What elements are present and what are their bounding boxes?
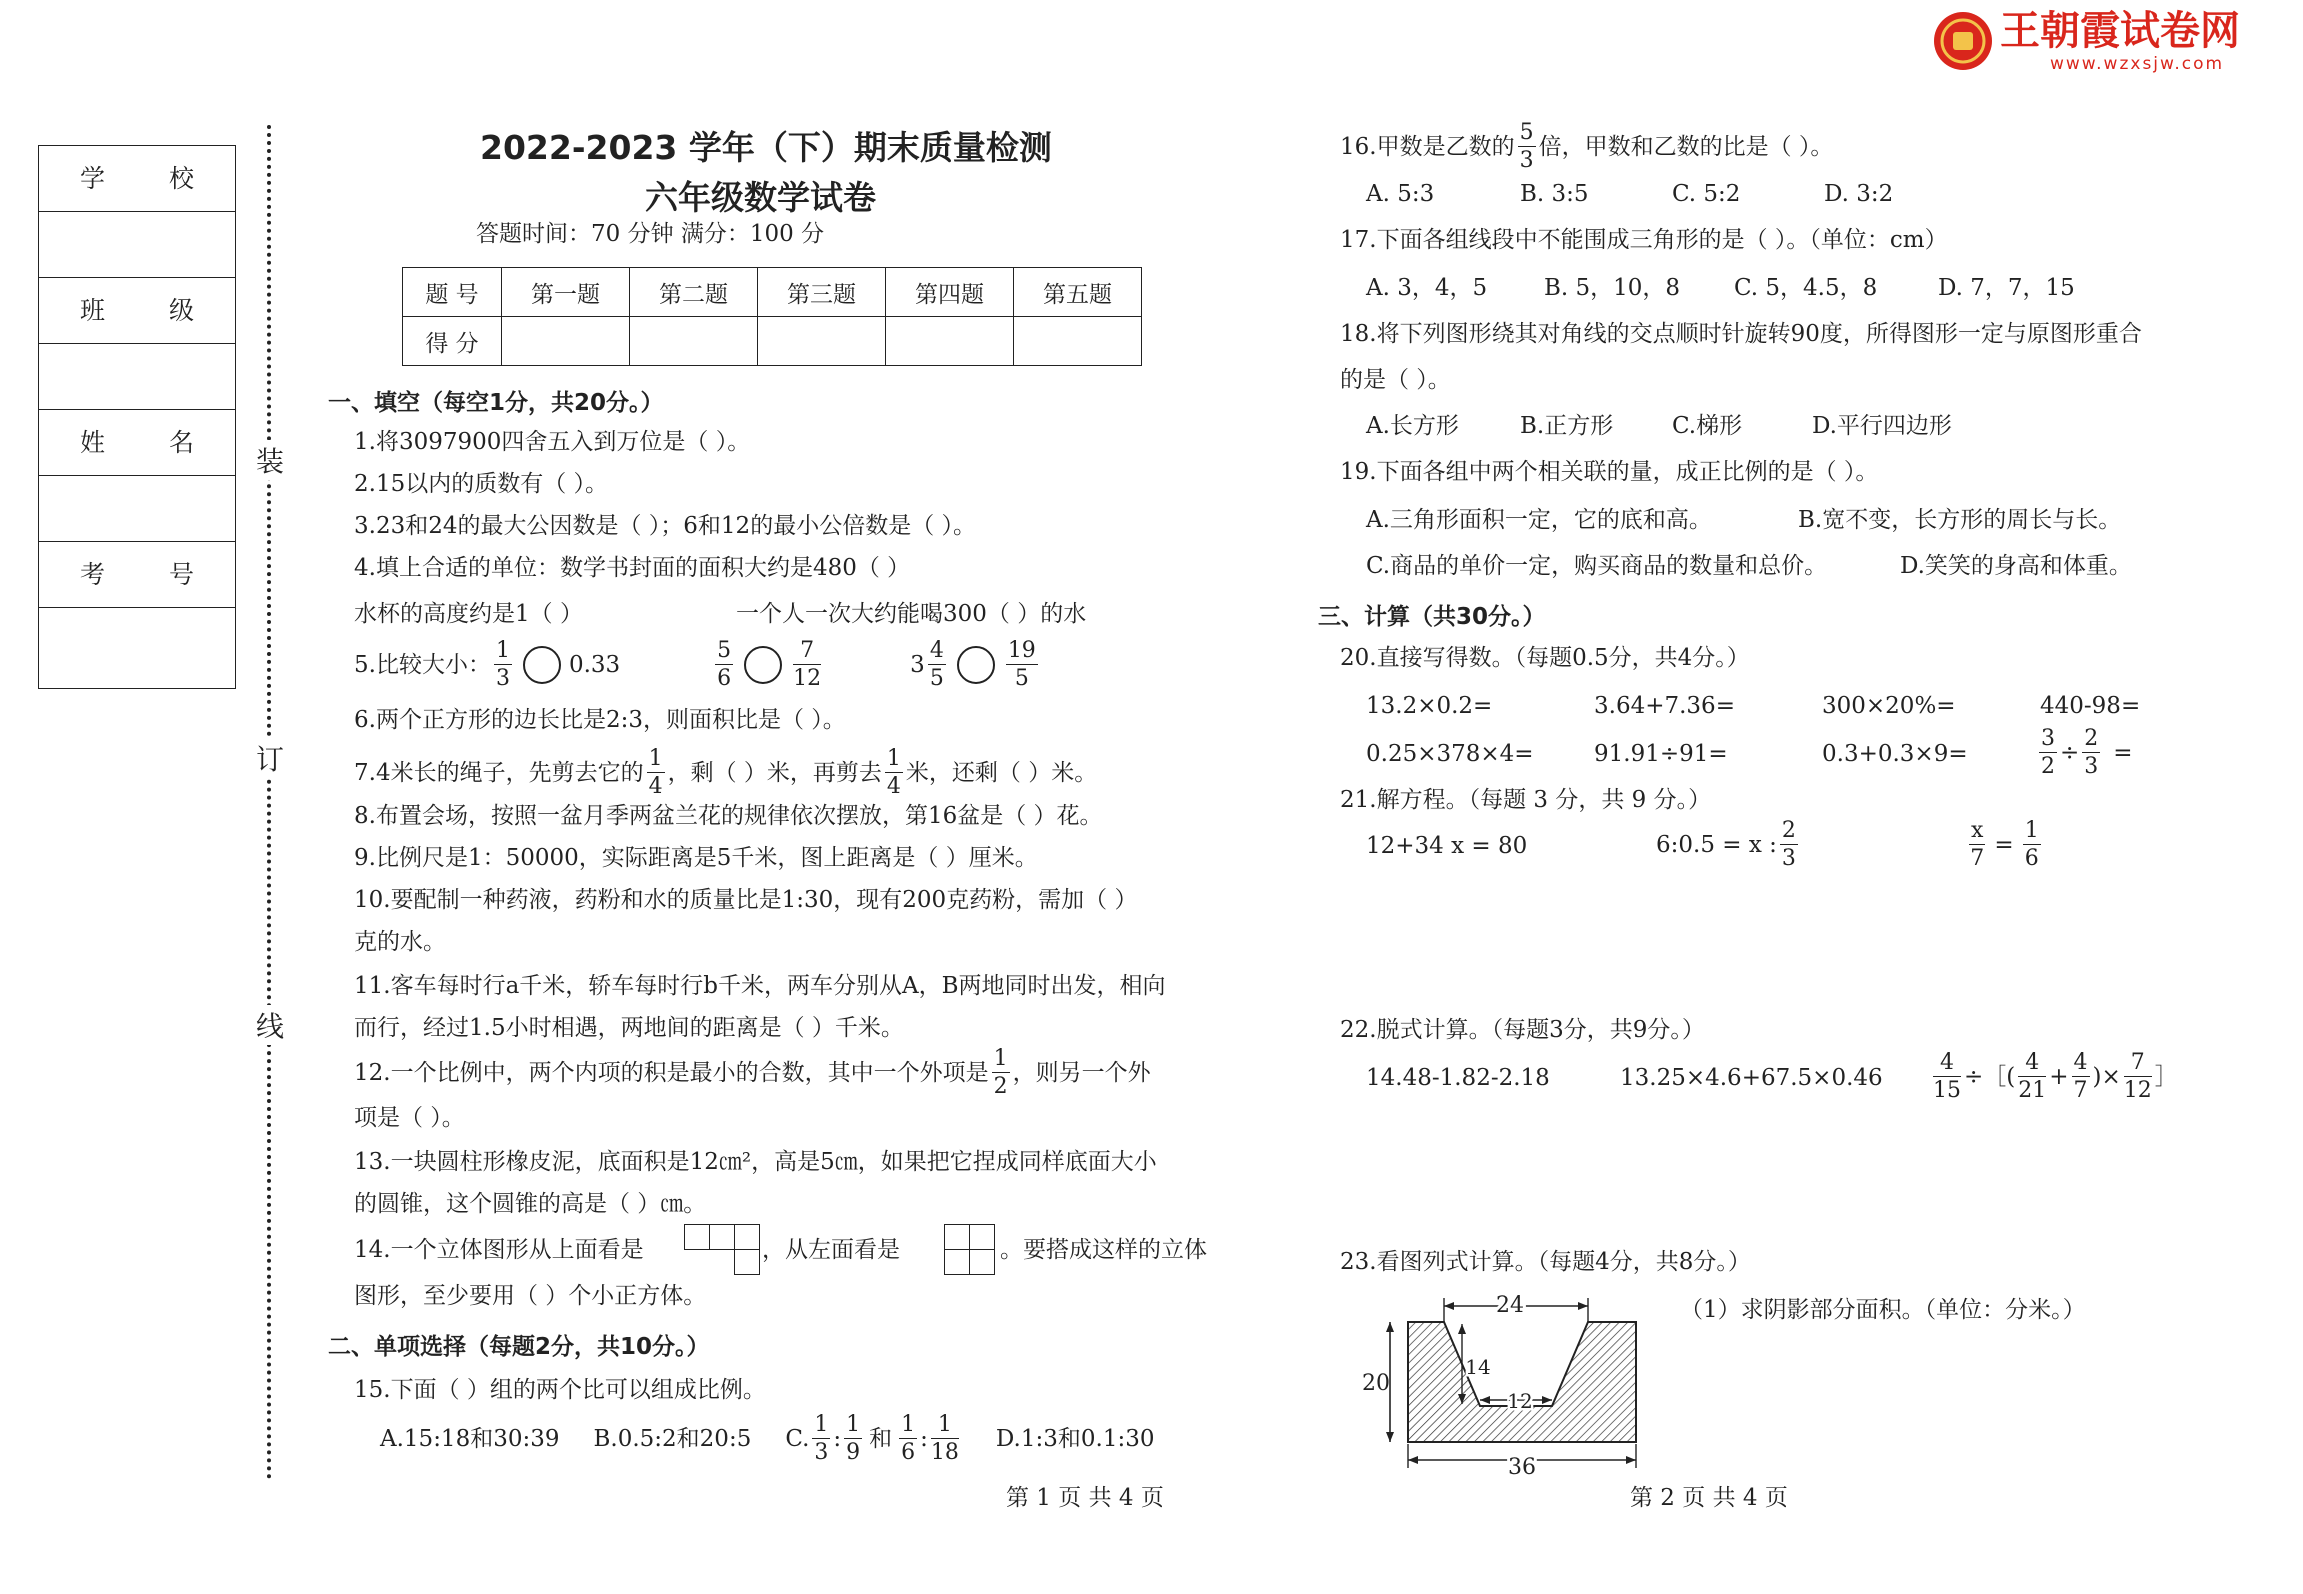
q7-text: ，剩（ ）米，再剪去	[667, 760, 882, 786]
q12-text: 12.一个比例中，两个内项的积是最小的合数，其中一个外项是	[354, 1060, 989, 1086]
fraction: $\frac{4}{21}$	[2018, 1050, 2047, 1103]
fraction: $\frac{19}{5}$	[1007, 638, 1036, 691]
fig-label-height: 20	[1362, 1371, 1390, 1396]
question-10a: 10.要配制一种药液，药粉和水的质量比是1:30，现有200克药粉，需加（ ）	[354, 887, 1138, 913]
operator: )×	[2092, 1064, 2121, 1090]
option-d[interactable]: D.笑笑的身高和体重。	[1900, 553, 2132, 579]
fraction: $\frac{1}{9}$	[846, 1412, 861, 1465]
score-header-cell: 第一题	[502, 268, 630, 317]
and-text: 和	[869, 1426, 893, 1452]
binding-char-zhuang: 装	[255, 440, 285, 480]
class-field[interactable]	[39, 344, 235, 410]
fraction: $\frac{1}{2}$	[993, 1046, 1008, 1099]
question-23-sub: （1）求阴影部分面积。（单位：分米。）	[1680, 1297, 2086, 1323]
score-cell[interactable]	[502, 317, 630, 366]
question-12a	[354, 1044, 1151, 1102]
option-a[interactable]: A. 3，4，5	[1366, 275, 1488, 301]
question-15: 15.下面（ ）组的两个比可以组成比例。	[354, 1377, 766, 1403]
q16-text: 倍，甲数和乙数的比是（ ）。	[1538, 134, 1834, 160]
shaded-trapezoid-figure	[1360, 1284, 1660, 1484]
option-b[interactable]: B.正方形	[1520, 413, 1614, 439]
expression-2: 13.25×4.6+67.5×0.46	[1620, 1065, 1883, 1091]
brand-url: www.wzxsjw.com	[2050, 54, 2225, 74]
fraction: $\frac{4}{15}$	[1933, 1050, 1961, 1103]
binding-char-ding: 订	[255, 738, 285, 778]
operator: ÷	[2060, 740, 2080, 766]
question-6: 6.两个正方形的边长比是2:3，则面积比是（ ）。	[354, 707, 846, 733]
score-table-row	[403, 317, 1142, 366]
score-header-cell: 第三题	[758, 268, 886, 317]
equation-1: 12+34 x = 80	[1366, 833, 1528, 859]
page-footer-1: 第 1 页 共 4 页	[1006, 1485, 1164, 1511]
score-header-cell: 题 号	[403, 268, 502, 317]
exam-subtitle: 六年级数学试卷	[645, 178, 876, 217]
equation-2	[1656, 816, 1801, 874]
q5-label: 5.比较大小：	[354, 652, 491, 678]
exam-title: 2022-2023 学年（下）期末质量检测	[480, 128, 1052, 167]
operator: =	[1994, 832, 2014, 858]
school-field[interactable]	[39, 212, 235, 278]
question-4c: 一个人一次大约能喝300（ ）的水	[736, 601, 1087, 627]
operator: +	[2049, 1064, 2069, 1090]
brand-seal-icon	[1932, 10, 1994, 72]
question-11b: 而行，经过1.5小时相遇，两地间的距离是（ ）千米。	[354, 1015, 904, 1041]
question-12c: 项是（ ）。	[354, 1105, 465, 1131]
calc-item: 3.64+7.36=	[1594, 693, 1735, 719]
q7-text: 7.4米长的绳子，先剪去它的	[354, 760, 644, 786]
score-table	[402, 267, 1142, 366]
option-d[interactable]: D.1:3和0.1:30	[995, 1426, 1155, 1452]
option-c[interactable]: C.梯形	[1672, 413, 1743, 439]
fraction: $\frac{1}{4}$	[886, 746, 901, 799]
fraction: $\frac{7}{12}$	[793, 638, 822, 691]
question-1: 1.将3097900四舍五入到万位是（ ）。	[354, 429, 751, 455]
fraction: $\frac{1}{4}$	[648, 746, 663, 799]
fraction: $\frac{1}{6}$	[2024, 818, 2039, 871]
name-label: 姓 名	[39, 410, 235, 476]
fraction: $\frac{5}{3}$	[1519, 120, 1534, 173]
fraction: $\frac{4}{7}$	[2073, 1050, 2088, 1103]
calc-item	[2036, 724, 2133, 782]
option-b[interactable]: B.0.5:2和20:5	[593, 1426, 752, 1452]
option-b[interactable]: B. 5，10，8	[1544, 275, 1681, 301]
fig-label-bottom: 36	[1508, 1455, 1536, 1480]
compare-circle[interactable]	[744, 646, 782, 684]
question-19: 19.下面各组中两个相关联的量，成正比例的是（ ）。	[1340, 459, 1879, 485]
question-10b: 克的水。	[354, 929, 446, 955]
fraction: $\frac{5}{6}$	[717, 638, 732, 691]
question-18a: 18.将下列图形绕其对角线的交点顺时针旋转90度，所得图形一定与原图形重合	[1340, 321, 2142, 347]
section2-title: 二、单项选择（每题2分，共10分。）	[328, 1334, 710, 1360]
fig-label-top: 24	[1496, 1293, 1524, 1318]
brand-logo	[1932, 8, 2258, 74]
question-14b: ，从左面看是	[762, 1237, 900, 1263]
calc-item: 0.3+0.3×9=	[1822, 741, 1968, 767]
calc-item: 91.91÷91=	[1594, 741, 1728, 767]
operator: =	[2113, 740, 2133, 766]
option-c[interactable]: C. 5，4.5，8	[1734, 275, 1878, 301]
question-4b: 水杯的高度约是1（ ）	[354, 601, 583, 627]
option-d[interactable]: D.平行四边形	[1812, 413, 1952, 439]
question-21: 21.解方程。（每题 3 分，共 9 分。）	[1340, 787, 1712, 813]
calc-item: 13.2×0.2=	[1366, 693, 1493, 719]
question-4a: 4.填上合适的单位：数学书封面的面积大约是480（ ）	[354, 555, 911, 581]
score-cell[interactable]	[758, 317, 886, 366]
section3-title: 三、计算（共30分。）	[1318, 604, 1546, 630]
option-a[interactable]: A.长方形	[1366, 413, 1459, 439]
exam-number-label: 考 号	[39, 542, 235, 608]
fig-label-inner-h: 14	[1465, 1355, 1491, 1379]
fraction: $\frac{1}{6}$	[901, 1412, 916, 1465]
calc-item: 0.25×378×4=	[1366, 741, 1534, 767]
page-footer-2: 第 2 页 共 4 页	[1630, 1485, 1788, 1511]
calc-item: 300×20%=	[1822, 693, 1956, 719]
q12-text: ，则另一个外	[1012, 1060, 1151, 1086]
option-a[interactable]: A. 5:3	[1366, 181, 1435, 207]
mixed-whole: 3	[910, 652, 925, 678]
question-8: 8.布置会场，按照一盆月季两盆兰花的规律依次摆放，第16盆是（ ）花。	[354, 803, 1103, 829]
question-13a: 13.一块圆柱形橡皮泥，底面积是12㎝²，高是5㎝，如果把它捏成同样底面大小	[354, 1149, 1157, 1175]
option-c[interactable]: C.	[785, 1426, 810, 1452]
question-11a: 11.客车每时行a千米，轿车每时行b千米，两车分别从A，B两地同时出发，相向	[354, 973, 1166, 999]
brand-name: 王朝霞试卷网	[2000, 8, 2240, 54]
question-16	[1340, 118, 1833, 176]
option-b[interactable]: B.宽不变，长方形的周长与长。	[1798, 507, 2122, 533]
option-a[interactable]: A.15:18和30:39	[380, 1426, 560, 1452]
exam-info: 答题时间：70 分钟 满分：100 分	[476, 221, 825, 247]
name-field[interactable]	[39, 476, 235, 542]
q5-value: 0.33	[568, 652, 621, 678]
question-22: 22.脱式计算。（每题3分，共9分。）	[1340, 1017, 1705, 1043]
question-5	[354, 636, 1041, 694]
fraction: $\frac{1}{3}$	[495, 638, 510, 691]
option-d[interactable]: D. 7，7，15	[1938, 275, 2075, 301]
operator: ］	[2154, 1064, 2178, 1090]
question-14a: 14.一个立体图形从上面看是	[354, 1237, 644, 1263]
option-c[interactable]: C.商品的单价一定，购买商品的数量和总价。	[1366, 553, 1828, 579]
score-header-cell: 第五题	[1014, 268, 1142, 317]
fraction: $\frac{3}{2}$	[2041, 726, 2055, 779]
binding-char-xian: 线	[255, 1005, 285, 1045]
exam-number-field[interactable]	[39, 608, 235, 674]
class-label: 班 级	[39, 278, 235, 344]
question-7	[354, 744, 1097, 802]
compare-circle[interactable]	[523, 646, 561, 684]
fig-label-inner-b: 12	[1507, 1389, 1533, 1413]
question-3: 3.23和24的最大公因数是（ ）；6和12的最小公倍数是（ ）。	[354, 513, 976, 539]
school-label: 学 校	[39, 146, 235, 212]
fraction: $\frac{1}{18}$	[930, 1412, 959, 1465]
option-d[interactable]: D. 3:2	[1824, 181, 1894, 207]
question-17: 17.下面各组线段中不能围成三角形的是（ ）。（单位：cm）	[1340, 227, 1948, 253]
score-table-header	[403, 268, 1142, 317]
calc-item: 440-98=	[2040, 693, 2141, 719]
q16-text: 16.甲数是乙数的	[1340, 134, 1515, 160]
fraction: $\frac{2}{3}$	[2084, 726, 2099, 779]
section1-title: 一、填空（每空1分，共20分。）	[328, 390, 664, 416]
score-cell[interactable]	[1014, 317, 1142, 366]
question-14d: 图形，至少要用（ ）个小正方体。	[354, 1283, 707, 1309]
expression-3	[1930, 1048, 2178, 1106]
option-c[interactable]: C. 5:2	[1672, 181, 1741, 207]
fraction: $\frac{7}{12}$	[2123, 1050, 2152, 1103]
operator: ÷［(	[1964, 1064, 2016, 1090]
binding-line	[267, 125, 271, 1480]
question-9: 9.比例尺是1：50000，实际距离是5千米，图上距离是（ ）厘米。	[354, 845, 1038, 871]
score-cell[interactable]	[630, 317, 758, 366]
score-cell[interactable]	[886, 317, 1014, 366]
option-b[interactable]: B. 3:5	[1520, 181, 1589, 207]
equation-3	[1966, 816, 2044, 874]
score-header-cell: 第四题	[886, 268, 1014, 317]
equation-text: 6:0.5 = x :	[1656, 832, 1777, 858]
option-a[interactable]: A.三角形面积一定，它的底和高。	[1366, 507, 1712, 533]
question-20: 20.直接写得数。（每题0.5分，共4分。）	[1340, 645, 1750, 671]
fraction: $\frac{x}{7}$	[1970, 818, 1985, 871]
question-18b: 的是（ ）。	[1340, 367, 1451, 393]
student-info-box	[38, 145, 236, 689]
fraction: $\frac{1}{3}$	[814, 1412, 829, 1465]
question-2: 2.15以内的质数有（ ）。	[354, 471, 609, 497]
fraction: $\frac{4}{5}$	[929, 638, 944, 691]
question-14c: 。要搭成这样的立体	[1000, 1237, 1207, 1263]
question-15-options: A.15:18和30:39 B.0.5:2和20:5 C. $\frac{1}{3}$ : $\frac{1}{9}$ 和 $\frac{1}{6}$ : $\frac{1}{18}$ D.1:3和0.1:30	[380, 1412, 1155, 1465]
score-header-cell: 第二题	[630, 268, 758, 317]
question-13b: 的圆锥，这个圆锥的高是（ ）㎝。	[354, 1191, 707, 1217]
question-23: 23.看图列式计算。（每题4分，共8分。）	[1340, 1249, 1751, 1275]
score-row-label: 得 分	[403, 317, 502, 366]
q7-text: 米，还剩（ ）米。	[905, 760, 1098, 786]
expression-1: 14.48-1.82-2.18	[1366, 1065, 1550, 1091]
compare-circle[interactable]	[957, 646, 995, 684]
fraction: $\frac{2}{3}$	[1781, 818, 1796, 871]
